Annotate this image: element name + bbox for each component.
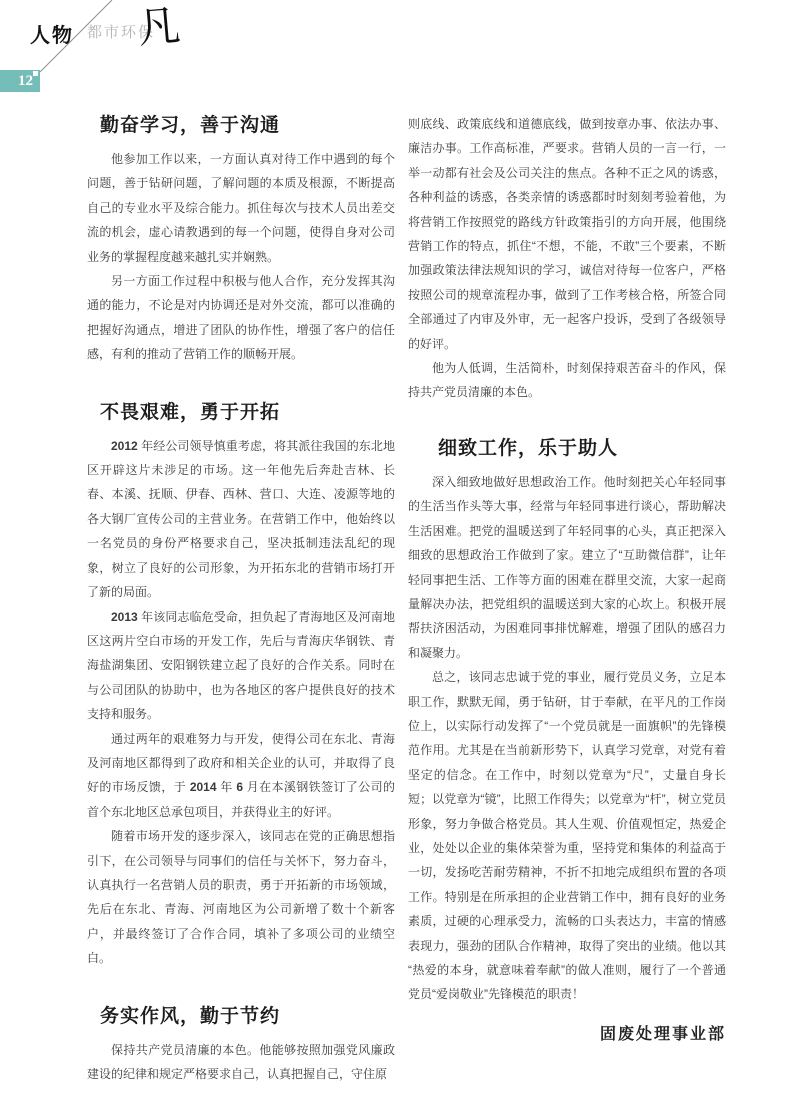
continuation-paragraph: 则底线、政策底线和道德底线，做到按章办事、依法办事、廉洁办事。工作高标准，严要求。营销人员的一言一行，一举一动都有社会及公司关注的焦点。各种不正之风的诱惑，各种利益的诱惑，各类亲情的诱惑都时时刻刻考验着他，为将营销工作按照党的路线方针政策指引的方向开展，他围绕营销工作的特点，抓住“不想，不能，不敢”三个要素，不断加强政策法律法规知识的学习，诚信对待每一位客户，严格按照公司的规章流程办事，做到了工作考核合格，所签合同全部通过了内审及外审，无一起客户投诉，受到了各级领导的好评。 [408, 117, 726, 351]
paragraph: 随着市场开发的逐步深入，该同志在党的正确思想指引下，在公司领导与同事们的信任与关怀下，努力奋斗，认真执行一名营销人员的职责，勇于开拓新的市场领域，先后在东北、青海、河南地区为公司新增了数十个新客户，并最终签订了合作合同，填补了多项公司的业绩空白。 [87, 829, 395, 966]
paragraph: 2012 年经公司领导慎重考虑，将其派往我国的东北地区开辟这片未涉足的市场。这一年他先后奔赴吉林、长春、本溪、抚顺、伊春、西林、营口、大连、凌源等地的各大钢厂宣传公司的主营业务。在营销工作中，他始终以一名党员的身份严格要求自己，坚决抵制违法乱纪的现象，树立了良好的公司形象，为开拓东北的营销市场打开了新的局面。 [87, 438, 395, 600]
page-number: 12 [18, 73, 33, 89]
section-heading: 细致工作，乐于助人 [438, 437, 619, 459]
section-meticulous-helpful [408, 437, 726, 1007]
paragraph: 2013 年该同志临危受命，担负起了青海地区及河南地区这两片空白市场的开发工作，先后与青海庆华钢铁、青海盐湖集团、安阳钢铁建立起了良好的合作关系。同时在与公司团队的协助中，也为各地区的客户提供良好的技术支持和服务。 [87, 609, 395, 722]
section-diligent-study [87, 114, 395, 367]
section-heading: 务实作风，勤于节约 [100, 1005, 281, 1027]
paragraph: 他为人低调，生活简朴，时刻保持艰苦奋斗的作风，保持共产党员清廉的本色。 [408, 361, 726, 400]
paragraph: 另一方面工作过程中积极与他人合作，充分发挥其沟通的能力，不论是对内协调还是对外交流，都可以准确的把握好沟通点，增进了团队的协作性，增强了客户的信任感，有利的推动了营销工作的顺畅开展。 [87, 274, 395, 362]
badge-notch [33, 71, 38, 76]
section-heading: 不畏艰难，勇于开拓 [100, 401, 281, 423]
paragraph: 保持共产党员清廉的本色。他能够按照加强党风廉政建设的纪律和规定严格要求自己，认真把握自己，守住原 [87, 1042, 395, 1081]
magazine-title: 都市环保 [87, 24, 156, 41]
section-label: 人物 [30, 25, 74, 47]
paragraph: 他参加工作以来，一方面认真对待工作中遇到的每个问题，善于钻研问题，了解问题的本质及根源，不断提高自己的专业水平及综合能力。抓住每次与技术人员出差交流的机会，虚心请教遇到的每一个问题，使得自身对公司业务的掌握程度越来越扎实并娴熟。 [87, 152, 395, 264]
calligraphy-logo: 凡 [135, 0, 183, 53]
byline-department: 固废处理事业部 [599, 1025, 726, 1043]
section-heading: 勤奋学习，善于沟通 [100, 115, 281, 136]
paragraph: 通过两年的艰难努力与开发，使得公司在东北、青海及河南地区都得到了政府和相关企业的认可，并取得了良好的市场反馈，于 2014 年 6 月在本溪钢铁签订了公司的首个东北地区总承包项目，并获得业主的好评。 [87, 731, 395, 819]
section-pragmatic-thrift [87, 1005, 395, 1087]
right-column [408, 112, 726, 1044]
page-number-badge [0, 70, 40, 92]
left-column [87, 112, 395, 1086]
section-fearless-pioneering [87, 401, 395, 971]
paragraph: 总之，该同志忠诚于党的事业，履行党员义务，立足本职工作，默默无闻，勇于钻研，甘于奉献，在平凡的工作岗位上，以实际行动发挥了“一个党员就是一面旗帜”的先锋模范作用。尤其是在当前新形势下，认真学习党章，对党有着坚定的信念。在工作中，时刻以党章为“尺”，丈量自身长短；以党章为“镜”，比照工作得失；以党章为“杆”，树立党员形象，努力争做合格党员。其人生观、价值观恒定，热爱企业，处处以企业的集体荣誉为重，坚持党和集体的利益高于一切，发扬吃苦耐劳精神，不折不扣地完成组织布置的各项工作。特别是在所承担的企业营销工作中，拥有良好的业务素质，过硬的心理承受力，流畅的口头表达力，丰富的情感表现力，强劲的团队合作精神，取得了突出的业绩。他以其“热爱的本身，就意味着奉献”的做人准则，履行了一个普通党员“爱岗敬业”先锋模范的职责！ [408, 670, 726, 1002]
paragraph: 深入细致地做好思想政治工作。他时刻把关心年轻同事的生活当作头等大事，经常与年轻同事进行谈心，帮助解决生活困难。把党的温暖送到了年轻同事的心头，真正把深入细致的思想政治工作做到了家。建立了“互助微信群”，让年轻同事把生活、工作等方面的困难在群里交流，大家一起商量解决办法，把党组织的温暖送到大家的心坎上。积极开展帮扶济困活动，为困难同事排忧解难，增强了团队的感召力和凝聚力。 [408, 474, 726, 660]
